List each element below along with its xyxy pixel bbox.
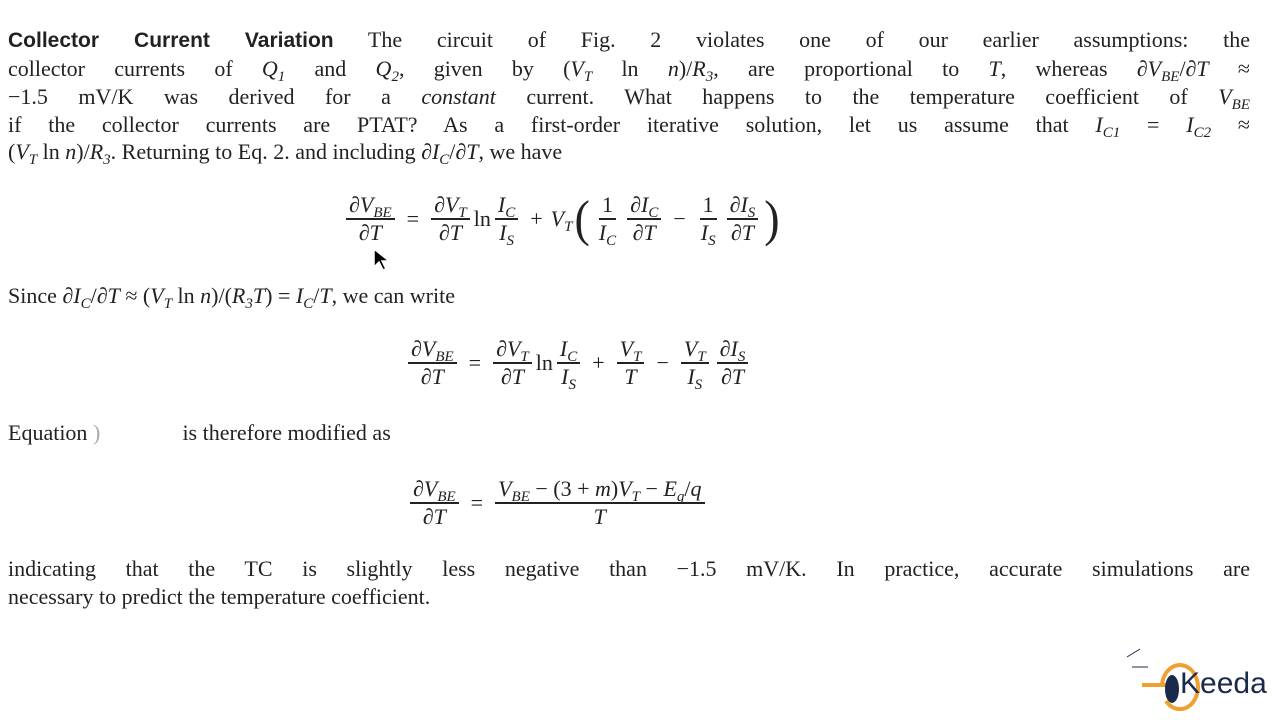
subscript: g bbox=[676, 489, 685, 505]
right-paren: ) bbox=[764, 190, 780, 247]
text-run: ≈ ( bbox=[119, 283, 151, 308]
subscript: C bbox=[505, 205, 516, 221]
text-run: ln bbox=[37, 139, 66, 164]
subscript: T bbox=[564, 219, 573, 235]
numerator bbox=[495, 476, 704, 504]
subscript: 3 bbox=[245, 296, 253, 312]
since-line bbox=[8, 282, 1250, 310]
text-run: ∂ bbox=[729, 192, 741, 217]
subscript: C bbox=[303, 296, 314, 312]
subscript: BE bbox=[1161, 69, 1180, 85]
fraction bbox=[727, 192, 759, 246]
text-run: T bbox=[433, 504, 446, 529]
text-run: necessary to predict the temperature coefficient. bbox=[8, 584, 431, 609]
subscript: T bbox=[458, 205, 467, 221]
text-run: ( bbox=[8, 139, 16, 164]
text-run: . Returning to Eq. 2. and including ∂ bbox=[110, 139, 432, 164]
fraction bbox=[557, 336, 580, 393]
fraction bbox=[617, 336, 645, 390]
text-run: T bbox=[643, 220, 656, 245]
subscript: T bbox=[633, 349, 642, 365]
text-run: R bbox=[89, 139, 104, 164]
text-run: collector currents of bbox=[8, 56, 262, 81]
text-line bbox=[8, 555, 1250, 583]
fraction bbox=[627, 192, 661, 246]
text-run: , we have bbox=[478, 139, 563, 164]
numerator bbox=[617, 336, 645, 364]
text-run: Since ∂ bbox=[8, 283, 74, 308]
text-run: E bbox=[663, 476, 677, 501]
text-run: ∂ bbox=[413, 476, 424, 501]
plus-sign: + bbox=[592, 350, 605, 375]
text-line bbox=[8, 83, 1250, 111]
numerator: 1 bbox=[599, 192, 616, 220]
run-in-heading: Collector Current Variation bbox=[8, 29, 334, 52]
subscript: BE bbox=[1231, 97, 1250, 113]
text-run: V bbox=[444, 192, 459, 217]
subscript: 3 bbox=[705, 69, 714, 85]
text-run: , whereas ∂ bbox=[1000, 56, 1148, 81]
text-run: / bbox=[313, 283, 320, 308]
denominator bbox=[418, 364, 447, 390]
text-run: , we can write bbox=[331, 283, 455, 308]
subscript: T bbox=[520, 349, 529, 365]
numerator bbox=[557, 336, 580, 364]
text-run: n bbox=[667, 56, 679, 81]
denominator bbox=[684, 364, 705, 393]
subscript: BE bbox=[373, 205, 392, 221]
text-run: ln bbox=[592, 56, 668, 81]
subscript: S bbox=[747, 205, 756, 221]
text-run: T bbox=[449, 220, 462, 245]
numerator bbox=[346, 192, 395, 220]
fraction bbox=[717, 336, 749, 390]
equation-reference-line bbox=[8, 419, 1250, 447]
text-run: T bbox=[511, 364, 524, 389]
text-run: − (3 + bbox=[529, 476, 595, 501]
denominator bbox=[436, 220, 465, 246]
denominator bbox=[496, 220, 517, 249]
subscript: C bbox=[80, 296, 91, 312]
mouse-cursor-icon bbox=[373, 248, 391, 277]
text-run: if the collector currents are PTAT? As a first-order iterative solution, let us assume that bbox=[8, 112, 1096, 137]
text-run: current. What happens to the temperature coefficient of bbox=[495, 84, 1219, 109]
text-run: V bbox=[570, 56, 584, 81]
text-run: )/( bbox=[211, 283, 232, 308]
text-run: ∂ bbox=[630, 192, 641, 217]
denominator bbox=[728, 220, 757, 246]
text-run: ∂ bbox=[719, 336, 731, 361]
text-run: ∂ bbox=[496, 336, 507, 361]
denominator bbox=[718, 364, 747, 390]
denominator bbox=[596, 220, 619, 249]
subscript: T bbox=[583, 69, 593, 85]
numerator bbox=[410, 476, 459, 504]
text-run: V bbox=[421, 336, 436, 361]
subscript: 1 bbox=[277, 69, 286, 85]
text-run: T bbox=[319, 283, 332, 308]
text-run: indicating that the TC is slightly less negative than −1.5 mV/K. In practice, accurate simulations are bbox=[8, 556, 1250, 581]
text-run: ) = bbox=[265, 283, 296, 308]
text-run: /∂ bbox=[449, 139, 467, 164]
text-run: m bbox=[595, 476, 611, 501]
fraction bbox=[495, 476, 704, 530]
text-run: T bbox=[466, 139, 479, 164]
numerator bbox=[627, 192, 661, 220]
text-run: T bbox=[369, 220, 382, 245]
text-line bbox=[8, 138, 1250, 166]
fraction bbox=[681, 336, 709, 393]
text-run: V bbox=[1218, 84, 1232, 109]
subscript: T bbox=[631, 489, 641, 505]
text-run: ∂ bbox=[358, 220, 370, 245]
text-run: V bbox=[619, 336, 634, 361]
subscript: T bbox=[697, 349, 706, 365]
equals-sign: = bbox=[470, 490, 484, 515]
numerator bbox=[681, 336, 709, 364]
text-run: I bbox=[73, 283, 81, 308]
equals-sign: = bbox=[468, 350, 482, 375]
text-run: I bbox=[431, 139, 440, 164]
fraction bbox=[495, 192, 518, 249]
text-run: V bbox=[506, 336, 521, 361]
text-run: I bbox=[561, 364, 569, 389]
text-run: ln bbox=[172, 283, 201, 308]
text-run: /∂ bbox=[90, 283, 108, 308]
text-run: V bbox=[423, 476, 438, 501]
numerator bbox=[408, 336, 457, 364]
subscript: S bbox=[694, 377, 703, 393]
text-run: T bbox=[624, 364, 637, 389]
equation-2 bbox=[404, 336, 752, 393]
text-run: ∂ bbox=[730, 220, 742, 245]
fraction bbox=[346, 192, 395, 246]
text-run: ≈ bbox=[1208, 56, 1250, 81]
text-run: )/ bbox=[76, 139, 90, 164]
text-run: T bbox=[741, 220, 754, 245]
text-run: T bbox=[731, 364, 745, 389]
denominator bbox=[558, 364, 579, 393]
subscript: C bbox=[567, 349, 578, 365]
vt-term bbox=[550, 206, 573, 235]
text-run: )/ bbox=[678, 56, 693, 81]
equation-3 bbox=[406, 476, 709, 530]
logo-text: Keeda bbox=[1180, 667, 1267, 700]
numerator: 1 bbox=[700, 192, 717, 220]
text-run: n bbox=[65, 139, 77, 164]
equation-number-fragment: ) bbox=[92, 420, 101, 445]
subscript: T bbox=[163, 296, 173, 312]
text-run: V bbox=[618, 476, 632, 501]
denominator bbox=[498, 364, 527, 390]
subscript: C2 bbox=[1193, 125, 1212, 141]
subscript: 2 bbox=[391, 69, 399, 85]
fraction bbox=[493, 336, 532, 390]
subscript: 3 bbox=[103, 152, 111, 168]
text-run: , are proportional to bbox=[713, 56, 989, 81]
text-run: ∂ bbox=[420, 364, 432, 389]
numerator bbox=[727, 192, 759, 220]
subscript: BE bbox=[435, 349, 454, 365]
equation-line-text: is therefore modified as bbox=[182, 420, 391, 445]
fraction bbox=[410, 476, 459, 530]
text-run: V bbox=[498, 476, 512, 501]
text-run: − bbox=[640, 476, 664, 501]
fraction bbox=[596, 192, 619, 249]
text-line bbox=[8, 111, 1250, 139]
denominator bbox=[591, 504, 609, 530]
fraction bbox=[698, 192, 719, 249]
text-run: I bbox=[559, 336, 568, 361]
text-run: I bbox=[1095, 112, 1103, 137]
text-run: I bbox=[1186, 112, 1194, 137]
equation-1 bbox=[342, 190, 782, 249]
fraction bbox=[408, 336, 457, 390]
numerator bbox=[493, 336, 532, 364]
text-run: n bbox=[200, 283, 212, 308]
denominator bbox=[698, 220, 719, 249]
subscript: S bbox=[708, 233, 716, 249]
text-run: = bbox=[1120, 112, 1187, 137]
subscript: C bbox=[439, 152, 450, 168]
text-line bbox=[8, 583, 1250, 611]
text-run: ∂ bbox=[438, 220, 450, 245]
text-run: ∂ bbox=[349, 192, 360, 217]
text-run: constant bbox=[421, 84, 496, 109]
equation-word: Equation bbox=[8, 420, 88, 445]
subscript: C bbox=[606, 233, 617, 249]
subscript: S bbox=[737, 349, 746, 365]
text-run: T bbox=[1196, 56, 1209, 81]
denominator bbox=[621, 364, 639, 390]
subscript: T bbox=[28, 152, 38, 168]
ekeeda-logo bbox=[1122, 645, 1272, 715]
subscript: C1 bbox=[1102, 125, 1121, 141]
text-run: Q bbox=[375, 56, 392, 81]
text-run: ∂ bbox=[500, 364, 512, 389]
text-line bbox=[8, 55, 1250, 83]
text-run: V bbox=[359, 192, 374, 217]
text-run: T bbox=[107, 283, 120, 308]
equals-sign: = bbox=[406, 206, 420, 231]
minus-sign: − bbox=[673, 206, 686, 231]
text-run: V bbox=[683, 336, 698, 361]
text-run: /∂ bbox=[1179, 56, 1197, 81]
text-line bbox=[8, 26, 1250, 55]
text-run: R bbox=[692, 56, 706, 81]
text-run: V bbox=[1147, 56, 1162, 81]
text-run: I bbox=[700, 220, 709, 245]
fraction bbox=[431, 192, 470, 246]
text-run: V bbox=[150, 283, 164, 308]
text-run: and bbox=[285, 56, 376, 81]
ln-operator: ln bbox=[535, 350, 553, 375]
text-run: ) bbox=[610, 476, 619, 501]
text-run: I bbox=[499, 220, 507, 245]
text-run: Q bbox=[261, 56, 278, 81]
left-paren: ( bbox=[574, 190, 590, 247]
text-run: I bbox=[740, 192, 748, 217]
subscript: S bbox=[568, 377, 576, 393]
subscript: C bbox=[648, 205, 659, 221]
text-run: V bbox=[15, 139, 29, 164]
text-run: I bbox=[497, 192, 506, 217]
denominator bbox=[630, 220, 659, 246]
numerator bbox=[431, 192, 470, 220]
text-run: T bbox=[988, 56, 1001, 81]
subscript: BE bbox=[437, 489, 456, 505]
text-run: ∂ bbox=[434, 192, 445, 217]
subscript: BE bbox=[511, 489, 530, 505]
text-run: ≈ bbox=[1211, 112, 1250, 137]
text-run: −1.5 mV/K was derived for a bbox=[8, 84, 422, 109]
subscript: S bbox=[506, 233, 514, 249]
text-run: I bbox=[730, 336, 738, 361]
text-run: I bbox=[687, 364, 695, 389]
text-run: ∂ bbox=[411, 336, 422, 361]
denominator bbox=[356, 220, 385, 246]
text-run: T bbox=[593, 504, 606, 529]
text-run: I bbox=[295, 283, 304, 308]
denominator bbox=[420, 504, 449, 530]
text-run: T bbox=[252, 283, 266, 308]
text-run: / bbox=[684, 476, 691, 501]
text-run: ∂ bbox=[422, 504, 434, 529]
text-run: V bbox=[550, 206, 565, 231]
text-run: I bbox=[640, 192, 649, 217]
plus-sign: + bbox=[530, 206, 543, 231]
text-run: R bbox=[231, 283, 246, 308]
numerator bbox=[717, 336, 749, 364]
text-run: T bbox=[431, 364, 444, 389]
text-run: The circuit of Fig. 2 violates one of our earlier assumptions: the bbox=[333, 27, 1250, 52]
text-run: I bbox=[598, 220, 607, 245]
minus-sign: − bbox=[656, 350, 669, 375]
text-run: ∂ bbox=[632, 220, 644, 245]
text-run: ∂ bbox=[720, 364, 732, 389]
numerator bbox=[495, 192, 518, 220]
text-run: q bbox=[690, 476, 702, 501]
text-run: , given by ( bbox=[398, 56, 571, 81]
ln-operator: ln bbox=[473, 206, 491, 231]
